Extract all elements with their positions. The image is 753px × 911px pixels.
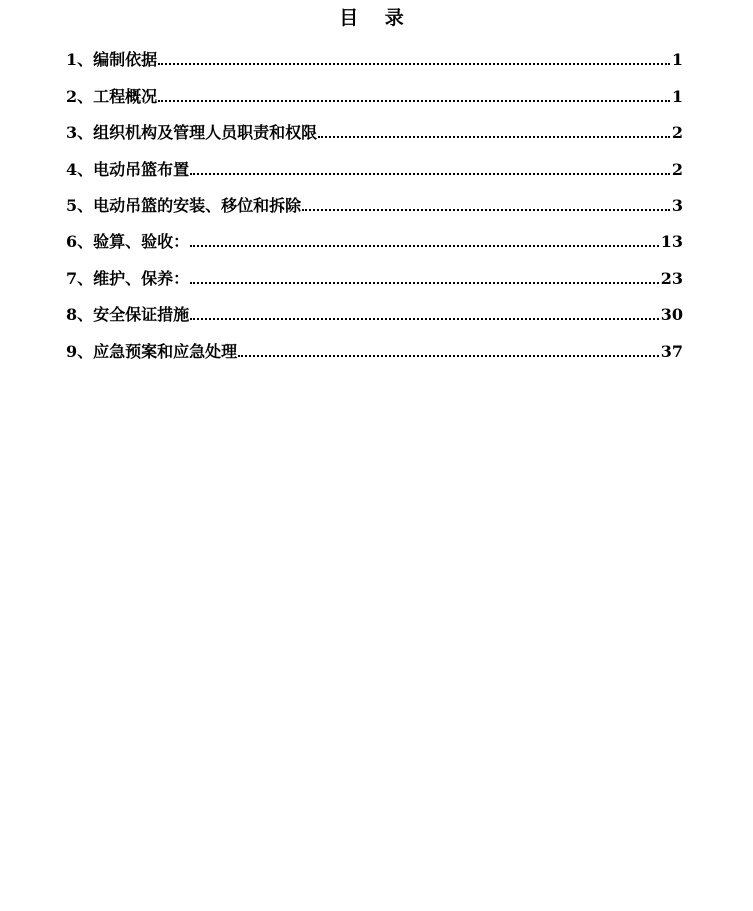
toc-entry-page-number: 23: [660, 268, 683, 288]
toc-entry-label: 7、维护、保养：: [66, 268, 190, 288]
toc-entry-page-number: 1: [671, 50, 683, 70]
toc-entry-page-number: 2: [671, 159, 683, 179]
toc-entry-label: 8、安全保证措施: [66, 305, 190, 325]
toc-dot-leader: [158, 100, 670, 102]
toc-entry-page-number: 2: [671, 123, 683, 143]
toc-entry-page-number: 1: [671, 86, 683, 106]
toc-entry-page-number: 30: [660, 305, 683, 325]
toc-dot-leader: [302, 209, 670, 211]
toc-entry[interactable]: [66, 289, 683, 325]
toc-entry[interactable]: [66, 252, 683, 288]
toc-entry-page-number: 37: [660, 341, 683, 361]
toc-entry-label: 2、工程概况: [66, 86, 158, 106]
toc-entry[interactable]: [66, 143, 683, 179]
toc-entry-label: 4、电动吊篮布置: [66, 159, 190, 179]
toc-entry[interactable]: [66, 70, 683, 106]
toc-entry-label: 3、组织机构及管理人员职责和权限: [66, 123, 318, 143]
toc-entry-label: 5、电动吊篮的安装、移位和拆除: [66, 195, 302, 215]
toc-dot-leader: [190, 318, 659, 320]
toc-entry-label: 9、应急预案和应急处理: [66, 341, 238, 361]
toc-entry-label: 6、验算、验收：: [66, 232, 190, 252]
toc-dot-leader: [238, 355, 659, 357]
toc-dot-leader: [158, 63, 670, 65]
toc-entry[interactable]: [66, 216, 683, 252]
toc-dot-leader: [190, 245, 659, 247]
toc-entry-page-number: 3: [671, 195, 683, 215]
toc-entry-label: 1、编制依据: [66, 50, 158, 70]
toc-entry[interactable]: [66, 180, 683, 216]
toc-entry[interactable]: [66, 325, 683, 361]
toc-dot-leader: [190, 173, 670, 175]
toc-entry-page-number: 13: [660, 232, 683, 252]
toc-dot-leader: [190, 282, 659, 284]
toc-title: 目 录: [339, 7, 414, 29]
toc-entry[interactable]: [66, 107, 683, 143]
toc-list: [66, 34, 683, 362]
toc-dot-leader: [318, 136, 670, 138]
toc-entry[interactable]: [66, 34, 683, 70]
